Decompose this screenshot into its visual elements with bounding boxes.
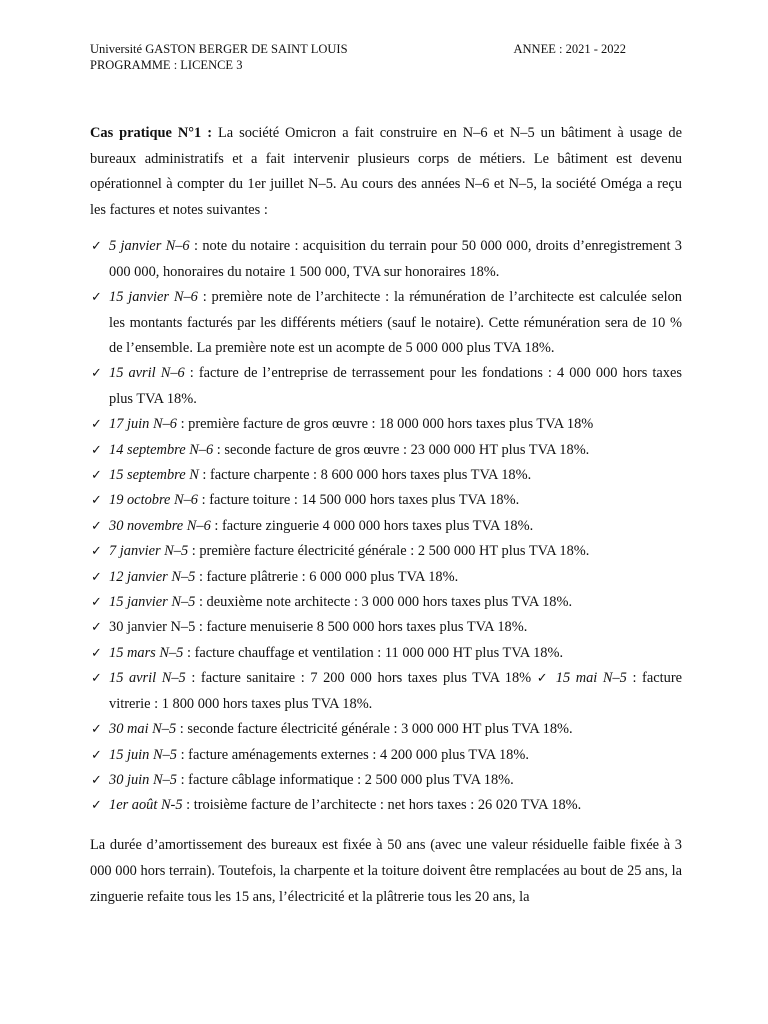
case-intro-text: La société Omicron a fait construire en N–6 et N–5 un bâtiment à usage de bureaux administratifs et a fait intervenir plusieurs corps de métiers. Le bâtiment est devenu opérationnel à compter du 1er juillet N–5. Au cours des années N–6 et N–5, la société Oméga a reçu les factures et notes suivantes : (90, 125, 682, 218)
page-header (90, 41, 678, 73)
case-title: Cas pratique N°1 : (90, 125, 213, 141)
invoice-text: : facture vitrerie : 1 800 000 hors taxes plus TVA 18%. (109, 670, 682, 712)
invoice-date: 15 avril N–6 (109, 365, 185, 382)
invoice-date: 7 janvier N–5 (109, 543, 189, 560)
checkmark-icon: ✓ (91, 747, 102, 763)
invoice-item (90, 488, 682, 513)
invoice-text: : seconde facture de gros œuvre : 23 000 000 HT plus TVA 18%. (213, 441, 590, 458)
program-name: PROGRAMME : LICENCE 3 (90, 58, 243, 72)
invoice-date: 14 septembre N–6 (109, 441, 214, 458)
invoice-item (90, 412, 682, 437)
invoice-date: 15 janvier N–5 (109, 594, 196, 611)
checkmark-icon: ✓ (91, 518, 102, 534)
checkmark-icon: ✓ (91, 595, 102, 611)
invoice-text: : première facture de gros œuvre : 18 000 000 hors taxes plus TVA 18% (176, 416, 594, 433)
invoice-date: 30 mai N–5 (109, 721, 177, 738)
outro-paragraph: La durée d’amortissement des bureaux est fixée à 50 ans (avec une valeur résiduelle faible fixée à 3 000 000 hors terrain). Toutefois, la charpente et la toiture doivent être remplacées au bout de 25 ans, la zinguerie refaite tous les 15 ans, l’électricité et la plâtrerie tous les 20 ans, la (90, 836, 682, 905)
checkmark-icon: ✓ (91, 569, 102, 585)
invoice-date: 17 juin N–6 (109, 416, 177, 433)
invoice-date: 1er août N-5 (109, 797, 183, 814)
invoice-date: 15 juin N–5 (109, 746, 177, 763)
checkmark-icon: ✓ (91, 772, 102, 788)
invoice-item (90, 768, 682, 793)
invoice-item (90, 641, 682, 666)
invoice-item (90, 234, 682, 285)
invoice-item (90, 666, 682, 717)
checkmark-icon: ✓ (91, 493, 102, 509)
checkmark-icon: ✓ (91, 366, 102, 382)
checkmark-icon: ✓ (91, 239, 102, 255)
invoice-text: : seconde facture électricité générale : 3 000 000 HT plus TVA 18%. (176, 721, 573, 738)
invoice-date: 30 juin N–5 (109, 771, 177, 788)
checkmark-icon: ✓ (536, 671, 556, 687)
checkmark-icon: ✓ (91, 671, 102, 687)
invoice-date: 15 mars N–5 (109, 644, 184, 661)
invoice-text: : facture de l’entreprise de terrassement pour les fondations : 4 000 000 hors taxes plus TVA 18%. (109, 365, 682, 407)
invoice-item (90, 565, 682, 590)
invoice-date: 5 janvier N–6 (109, 238, 190, 255)
checkmark-icon: ✓ (91, 468, 102, 484)
checkmark-icon: ✓ (91, 722, 102, 738)
invoice-text: : note du notaire : acquisition du terrain pour 50 000 000, droits d’enregistrement 3 000 000, honoraires du notaire 1 500 000, TVA sur honoraires 18%. (109, 238, 682, 280)
invoice-text: : première facture électricité générale : 2 500 000 HT plus TVA 18%. (188, 543, 590, 560)
checkmark-icon: ✓ (91, 645, 102, 661)
invoice-item (90, 438, 682, 463)
invoice-date: 19 octobre N–6 (109, 492, 198, 509)
invoice-text: : facture sanitaire : 7 200 000 hors taxes plus TVA 18% (185, 670, 537, 687)
case-intro (90, 121, 682, 223)
invoice-item (90, 285, 682, 361)
invoice-text: : facture plâtrerie : 6 000 000 plus TVA 18%. (195, 568, 459, 585)
invoice-text: : troisième facture de l’architecte : net hors taxes : 26 020 TVA 18%. (182, 797, 582, 814)
checkmark-icon: ✓ (91, 290, 102, 306)
invoice-text: 30 janvier N–5 : facture menuiserie 8 500 000 hors taxes plus TVA 18%. (109, 619, 528, 636)
invoice-date: 15 mai N–5 (555, 670, 627, 687)
invoice-list (90, 234, 682, 818)
invoice-text: : facture zinguerie 4 000 000 hors taxes plus TVA 18%. (210, 517, 534, 534)
invoice-text: : facture charpente : 8 600 000 hors taxes plus TVA 18%. (198, 467, 532, 484)
invoice-item (90, 590, 682, 615)
invoice-item (90, 717, 682, 742)
invoice-date: 15 septembre N (109, 467, 199, 484)
checkmark-icon: ✓ (91, 620, 102, 636)
invoice-item (90, 615, 682, 640)
checkmark-icon: ✓ (91, 442, 102, 458)
invoice-text: : première note de l’architecte : la rémunération de l’architecte est calculée selon les montants facturés par les différents métiers (sauf le notaire). Cette rémunération sera de 10 % de l’ensemble. La première note est un acompte de 5 000 000 plus TVA 18%. (109, 289, 682, 356)
invoice-text: : deuxième note architecte : 3 000 000 hors taxes plus TVA 18%. (195, 594, 573, 611)
invoice-date: 12 janvier N–5 (109, 568, 196, 585)
document-body (90, 121, 682, 910)
invoice-text: : facture câblage informatique : 2 500 000 plus TVA 18%. (176, 771, 514, 788)
invoice-item (90, 743, 682, 768)
invoice-date: 30 novembre N–6 (109, 517, 211, 534)
checkmark-icon: ✓ (91, 544, 102, 560)
invoice-date: 15 avril N–5 (109, 670, 186, 687)
academic-year: ANNEE : 2021 - 2022 (513, 42, 626, 56)
invoice-item (90, 361, 682, 412)
invoice-text: : facture toiture : 14 500 000 hors taxes plus TVA 18%. (198, 492, 520, 509)
invoice-item (90, 463, 682, 488)
invoice-text: : facture aménagements externes : 4 200 000 plus TVA 18%. (176, 746, 529, 763)
invoice-text: : facture chauffage et ventilation : 11 000 000 HT plus TVA 18%. (183, 644, 564, 661)
invoice-date: 15 janvier N–6 (109, 289, 198, 306)
checkmark-icon: ✓ (91, 417, 102, 433)
university-name: Université GASTON BERGER DE SAINT LOUIS (90, 42, 348, 56)
invoice-item (90, 793, 682, 818)
invoice-item (90, 539, 682, 564)
checkmark-icon: ✓ (91, 798, 102, 814)
invoice-item (90, 514, 682, 539)
